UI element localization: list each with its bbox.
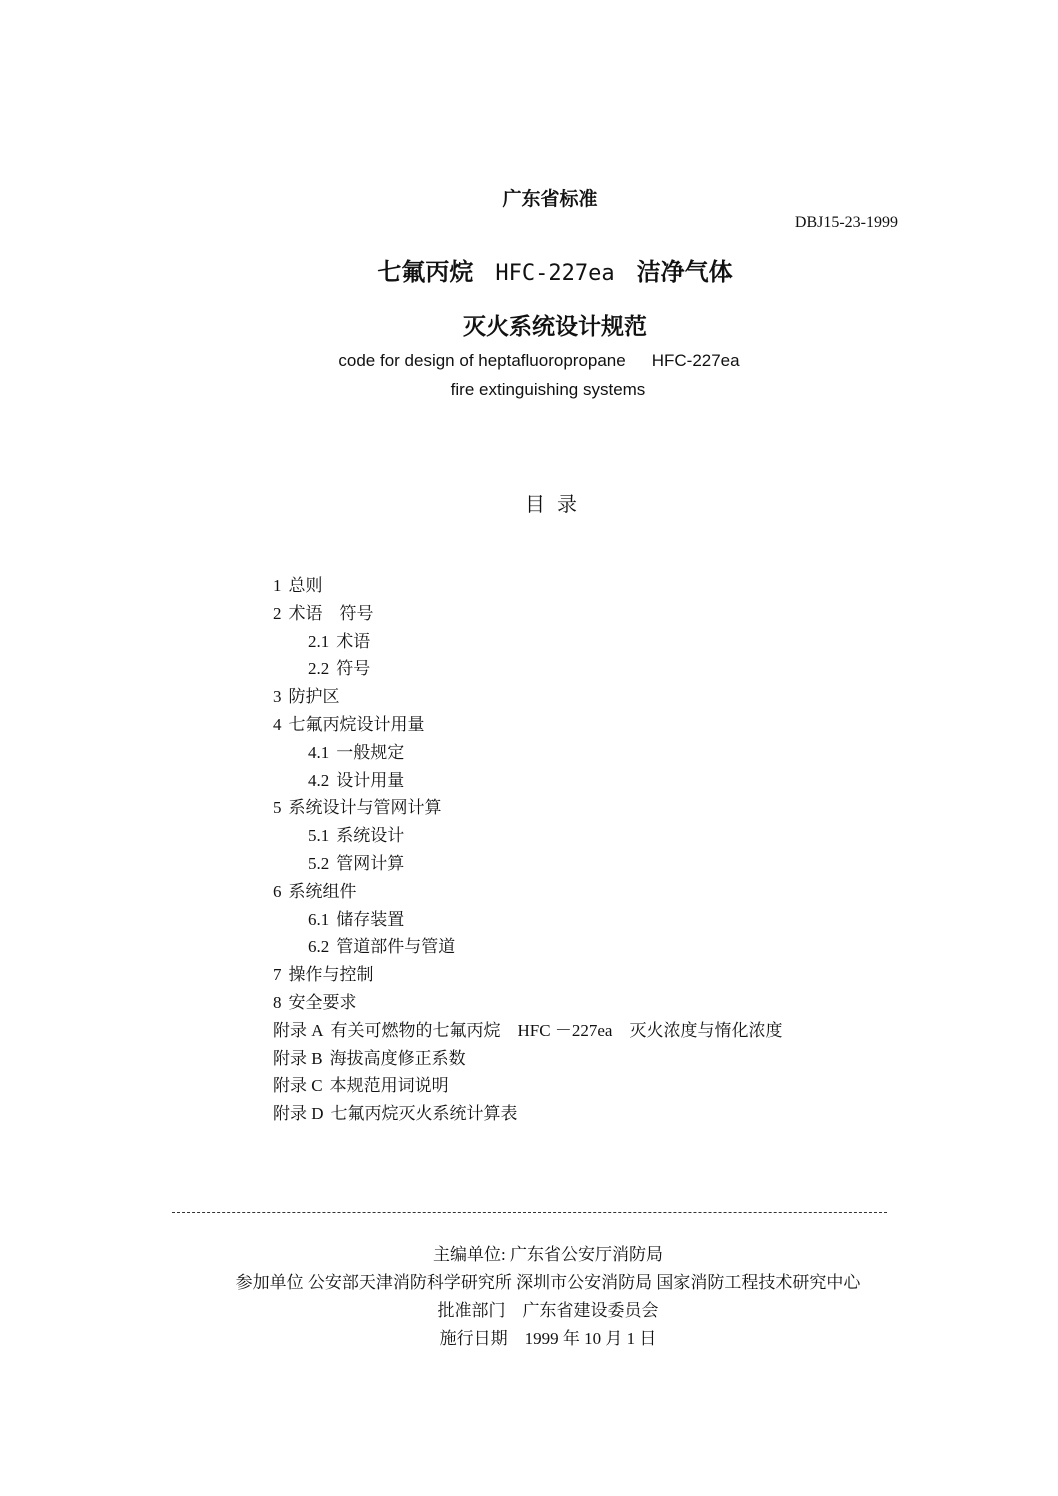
toc-item-text: 本规范用词说明: [329, 1076, 449, 1096]
participating-units: 参加单位 公安部天津消防科学研究所 深圳市公安消防局 国家消防工程技术研究中心: [235, 1273, 861, 1292]
editor-unit: 主编单位: 广东省公安厅消防局: [433, 1245, 663, 1264]
toc-item-number: 5.1: [308, 826, 330, 846]
table-of-contents: [273, 572, 782, 1128]
toc-item: [273, 683, 782, 711]
toc-item-number: 5.2: [308, 853, 330, 873]
toc-item-number: 4: [273, 714, 282, 734]
toc-item-number: 2.2: [308, 659, 330, 679]
toc-item-text: 系统组件: [288, 881, 357, 901]
toc-item: [273, 933, 782, 961]
english-title-code: HFC-227ea: [651, 351, 740, 370]
toc-item-text: 术语: [336, 631, 371, 651]
toc-item: [273, 1045, 782, 1073]
toc-item-number: 8: [273, 992, 282, 1012]
toc-item: [273, 1017, 782, 1045]
toc-item-text: 七氟丙烷设计用量: [288, 714, 425, 734]
toc-item: [273, 989, 782, 1017]
toc-item-number: 6.1: [308, 909, 330, 929]
toc-item-number: 4.2: [308, 770, 330, 790]
toc-item-text: 防护区: [288, 687, 340, 707]
english-title-line-2: fire extinguishing systems: [450, 380, 646, 399]
english-title-line-1: [0, 351, 1058, 371]
approving-department: 批准部门 广东省建设委员会: [437, 1301, 659, 1320]
toc-item-number: 4.1: [308, 742, 330, 762]
toc-item-text: 系统设计与管网计算: [288, 798, 442, 818]
toc-item: [273, 711, 782, 739]
toc-item: [273, 739, 782, 767]
toc-item-text: 七氟丙烷灭火系统计算表: [330, 1104, 518, 1124]
standard-category: 广东省标准: [502, 188, 598, 210]
toc-item: [273, 600, 782, 628]
toc-item-number: 5: [273, 798, 282, 818]
title-clean-agent: 洁净气体: [636, 258, 733, 286]
english-title-text: code for design of heptafluoropropane: [338, 351, 626, 370]
title-chinese-name: 七氟丙烷: [377, 258, 474, 286]
effective-date: 施行日期 1999 年 10 月 1 日: [439, 1329, 657, 1348]
toc-item: [273, 767, 782, 795]
toc-item: [273, 906, 782, 934]
toc-item: [273, 794, 782, 822]
toc-item-text: 符号: [336, 659, 371, 679]
toc-item: [273, 655, 782, 683]
toc-item: [273, 572, 782, 600]
toc-item-number: 1: [273, 576, 282, 595]
toc-item: [273, 961, 782, 989]
toc-item-number: 3: [273, 687, 282, 707]
toc-item-text: 操作与控制: [288, 965, 374, 985]
toc-item-number: 6: [273, 881, 282, 901]
toc-item-number: 附录 B: [273, 1048, 323, 1068]
toc-item-text: 储存装置: [336, 909, 405, 929]
toc-item-number: 附录 C: [273, 1076, 323, 1096]
toc-item-text: 管网计算: [336, 853, 405, 873]
toc-item-number: 2.1: [308, 631, 330, 651]
toc-heading: 目录: [525, 492, 589, 516]
toc-item-text: 设计用量: [336, 770, 405, 790]
toc-item-number: 2: [273, 603, 282, 623]
toc-item-text: 系统设计: [336, 826, 405, 846]
toc-item-number: 7: [273, 965, 282, 985]
toc-item-number: 附录 A: [273, 1020, 324, 1040]
toc-item: [273, 822, 782, 850]
standard-number: DBJ15-23-1999: [794, 214, 898, 231]
toc-item: [273, 878, 782, 906]
toc-item-number: 6.2: [308, 937, 330, 957]
toc-item-text: 安全要求: [288, 992, 357, 1012]
toc-item-text: 有关可燃物的七氟丙烷 HFC －227ea 灭火浓度与惰化浓度: [330, 1020, 783, 1040]
toc-item-text: 海拔高度修正系数: [329, 1048, 466, 1068]
toc-item-text: 总则: [288, 576, 323, 595]
toc-item: [273, 850, 782, 878]
document-title-line-2: 灭火系统设计规范: [463, 314, 647, 340]
toc-item-text: 一般规定: [336, 742, 405, 762]
toc-item: [273, 1072, 782, 1100]
toc-item-number: 附录 D: [273, 1104, 324, 1124]
toc-item: [273, 628, 782, 656]
document-title-line-1: [0, 252, 1058, 287]
toc-item-text: 术语 符号: [288, 603, 374, 623]
toc-item: [273, 1100, 782, 1128]
toc-item-text: 管道部件与管道: [336, 937, 456, 957]
dashed-divider: [172, 1212, 887, 1213]
title-hfc-code: HFC-227ea: [495, 261, 615, 286]
